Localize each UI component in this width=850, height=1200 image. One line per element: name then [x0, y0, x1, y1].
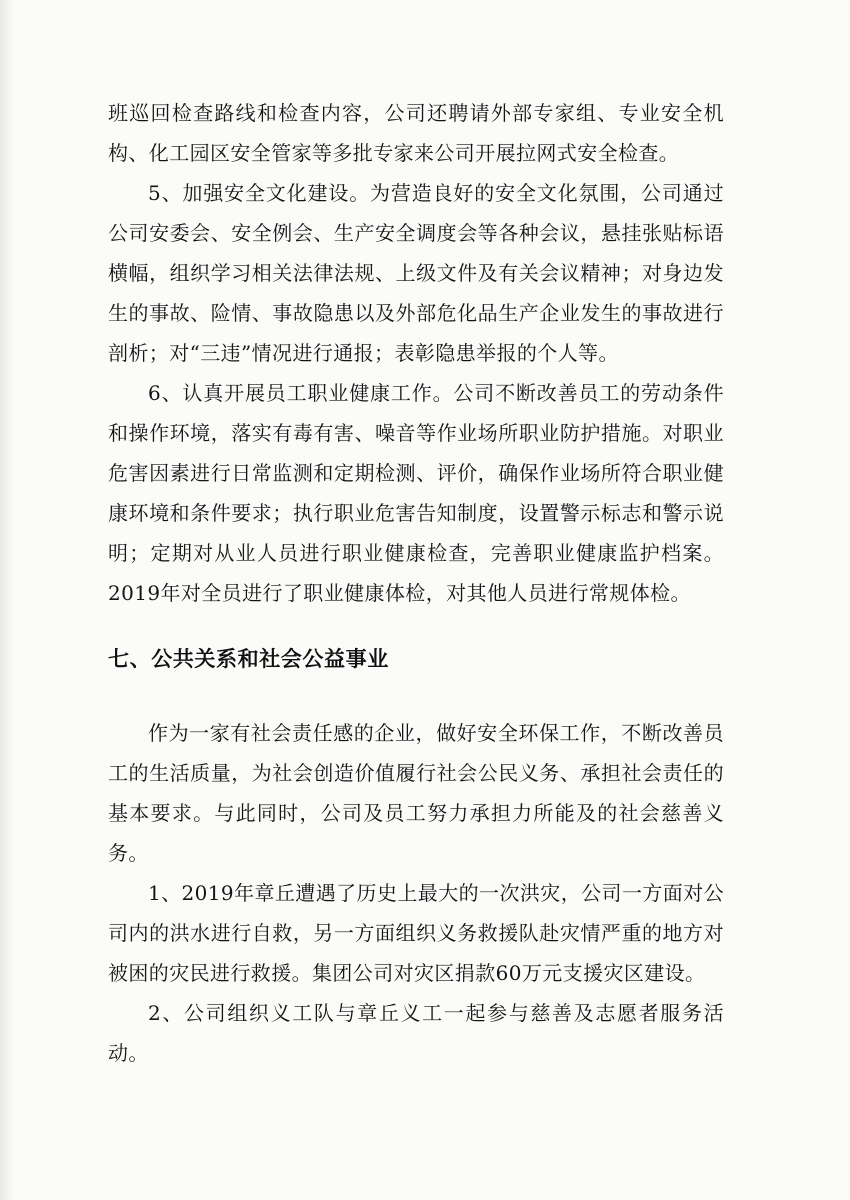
paragraph-intro-social-responsibility: 作为一家有社会责任感的企业，做好安全环保工作，不断改善员工的生活质量，为社会创造价值履行社会公民义务、承担社会责任的基本要求。与此同时，公司及员工努力承担力所能及的社会慈善义务。 — [108, 721, 724, 865]
document-body — [108, 93, 724, 1073]
scan-edge-shadow — [0, 0, 14, 1200]
section-heading-public-relations: 七、公共关系和社会公益事业 — [108, 647, 389, 671]
paragraph-continuation: 班巡回检查路线和检查内容，公司还聘请外部专家组、专业安全机构、化工园区安全管家等多批专家来公司开展拉网式安全检查。 — [108, 101, 724, 165]
paragraph-item-2-volunteer-service: 2、公司组织义工队与章丘义工一起参与慈善及志愿者服务活动。 — [108, 1001, 724, 1065]
paragraph-item-1-flood-relief: 1、2019年章丘遭遇了历史上最大的一次洪灾，公司一方面对公司内的洪水进行自救，另一方面组织义务救援队赴灾情严重的地方对被困的灾民进行救援。集团公司对灾区捐款60万元支援灾区建设。 — [108, 881, 724, 985]
paragraph-item-6-occupational-health: 6、认真开展员工职业健康工作。公司不断改善员工的劳动条件和操作环境，落实有毒有害、噪音等作业场所职业防护措施。对职业危害因素进行日常监测和定期检测、评价，确保作业场所符合职业健康环境和条件要求；执行职业危害告知制度，设置警示标志和警示说明；定期对从业人员进行职业健康检查，完善职业健康监护档案。2019年对全员进行了职业健康体检，对其他人员进行常规体检。 — [108, 381, 724, 605]
paragraph-item-5-safety-culture: 5、加强安全文化建设。为营造良好的安全文化氛围，公司通过公司安委会、安全例会、生产安全调度会等各种会议，悬挂张贴标语横幅，组织学习相关法律法规、上级文件及有关会议精神；对身边发生的事故、险情、事故隐患以及外部危化品生产企业发生的事故进行剖析；对“三违”情况进行通报；表彰隐患举报的个人等。 — [108, 181, 724, 365]
